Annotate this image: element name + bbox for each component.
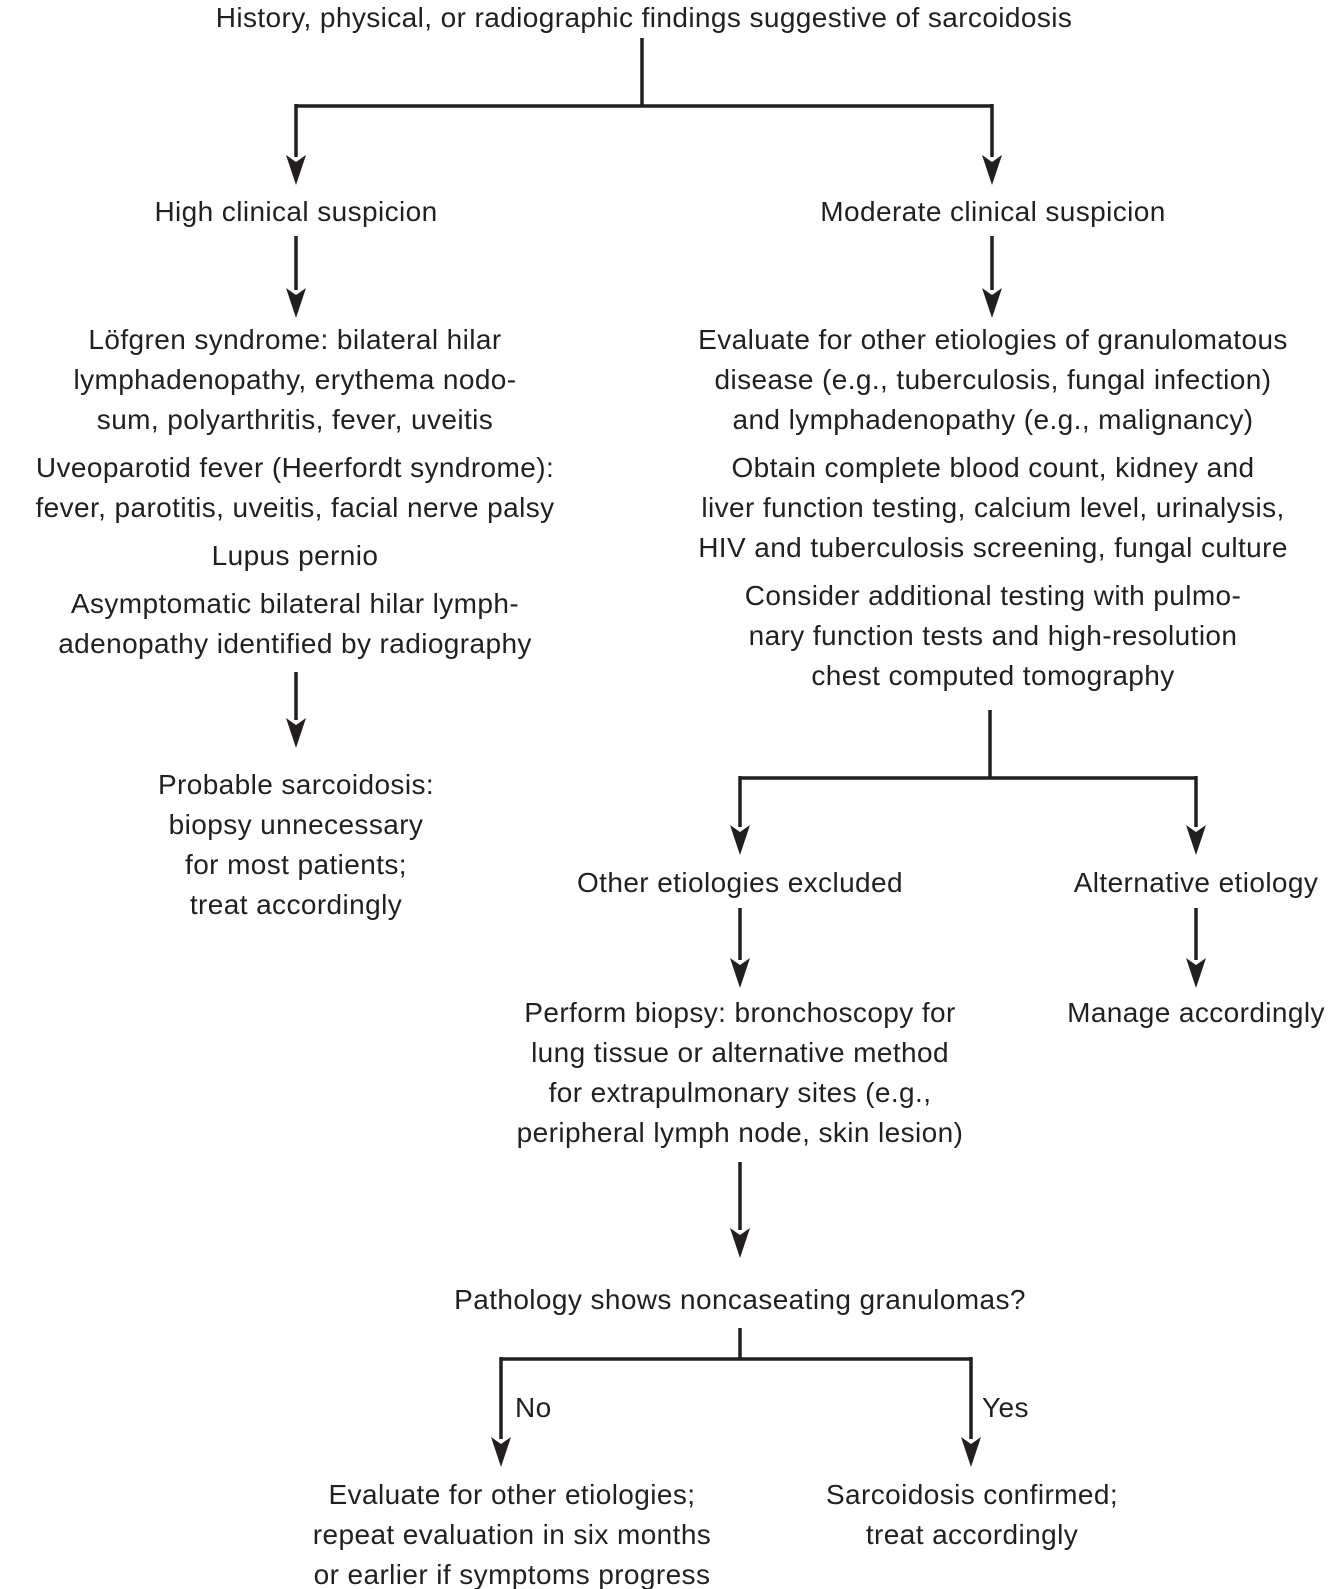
connector-biopsy-to-pathology [730, 1162, 750, 1258]
connector-moderate-to-workup [982, 236, 1002, 318]
text-line: sum, polyarthritis, fever, uveitis [96, 404, 494, 435]
yes-outcome-node [772, 1475, 1172, 1555]
text-line: HIV and tuberculosis screening, fungal culture [698, 532, 1288, 563]
no-branch-label: No [515, 1392, 552, 1423]
text-line: lymphadenopathy, erythema nodo- [73, 364, 517, 395]
pathology-question-node: Pathology shows noncaseating granulomas? [454, 1284, 1026, 1315]
criteria-item [0, 536, 590, 576]
other-etiologies-excluded-node: Other etiologies excluded [577, 867, 903, 898]
text-line: treat accordingly [865, 1519, 1079, 1550]
connector-workup-split [730, 710, 1206, 855]
text-line: Obtain complete blood count, kidney and [731, 452, 1255, 483]
text-line: for most patients; [185, 849, 407, 880]
text-line: chest computed tomography [811, 660, 1175, 691]
text-line: peripheral lymph node, skin lesion) [516, 1117, 964, 1148]
criteria-item [640, 576, 1344, 696]
text-line: liver function testing, calcium level, urinalysis, [701, 492, 1285, 523]
text-line: nary function tests and high-resolution [748, 620, 1238, 651]
connector-pathology-split [491, 1328, 981, 1467]
perform-biopsy-node [480, 993, 1000, 1153]
connector-criteria-to-probable [286, 672, 306, 748]
moderate-suspicion-workup-node [640, 320, 1344, 696]
no-outcome-node [277, 1475, 747, 1589]
connector-high-to-criteria [286, 236, 306, 318]
criteria-item [0, 584, 590, 664]
text-line: Evaluate for other etiologies of granulomatous [698, 324, 1288, 355]
criteria-item [0, 320, 590, 440]
probable-sarcoidosis-node [96, 765, 496, 925]
text-line: Lupus pernio [211, 540, 379, 571]
manage-accordingly-node: Manage accordingly [1067, 997, 1325, 1028]
criteria-item [0, 448, 590, 528]
text-line: lung tissue or alternative method [531, 1037, 949, 1068]
text-line: Perform biopsy: bronchoscopy for [524, 997, 956, 1028]
text-line: Asymptomatic bilateral hilar lymph- [70, 588, 520, 619]
alternative-etiology-node: Alternative etiology [1073, 867, 1319, 898]
criteria-item [640, 448, 1344, 568]
high-suspicion-criteria-node [0, 320, 590, 664]
connector-excluded-to-biopsy [730, 908, 750, 988]
text-line: disease (e.g., tuberculosis, fungal infection) [714, 364, 1272, 395]
text-line: adenopathy identified by radiography [58, 628, 532, 659]
text-line: or earlier if symptoms progress [313, 1559, 711, 1589]
text-line: biopsy unnecessary [168, 809, 424, 840]
text-line: Löfgren syndrome: bilateral hilar [88, 324, 502, 355]
yes-branch-label: Yes [982, 1392, 1029, 1423]
moderate-clinical-suspicion-node: Moderate clinical suspicion [820, 196, 1166, 227]
root-node: History, physical, or radiographic findings suggestive of sarcoidosis [215, 2, 1073, 33]
high-clinical-suspicion-node: High clinical suspicion [154, 196, 438, 227]
text-line: repeat evaluation in six months [312, 1519, 712, 1550]
text-line: Consider additional testing with pulmo- [744, 580, 1242, 611]
connector-alternative-to-manage [1186, 908, 1206, 988]
text-line: Evaluate for other etiologies; [328, 1479, 696, 1510]
text-line: Uveoparotid fever (Heerfordt syndrome): [35, 452, 555, 483]
text-line: for extrapulmonary sites (e.g., [548, 1077, 932, 1108]
text-line: Sarcoidosis confirmed; [825, 1479, 1119, 1510]
text-line: Probable sarcoidosis: [157, 769, 435, 800]
text-line: treat accordingly [189, 889, 403, 920]
criteria-item [640, 320, 1344, 440]
connector-root-split [286, 38, 1002, 185]
text-line: fever, parotitis, uveitis, facial nerve palsy [35, 492, 555, 523]
text-line: and lymphadenopathy (e.g., malignancy) [732, 404, 1254, 435]
